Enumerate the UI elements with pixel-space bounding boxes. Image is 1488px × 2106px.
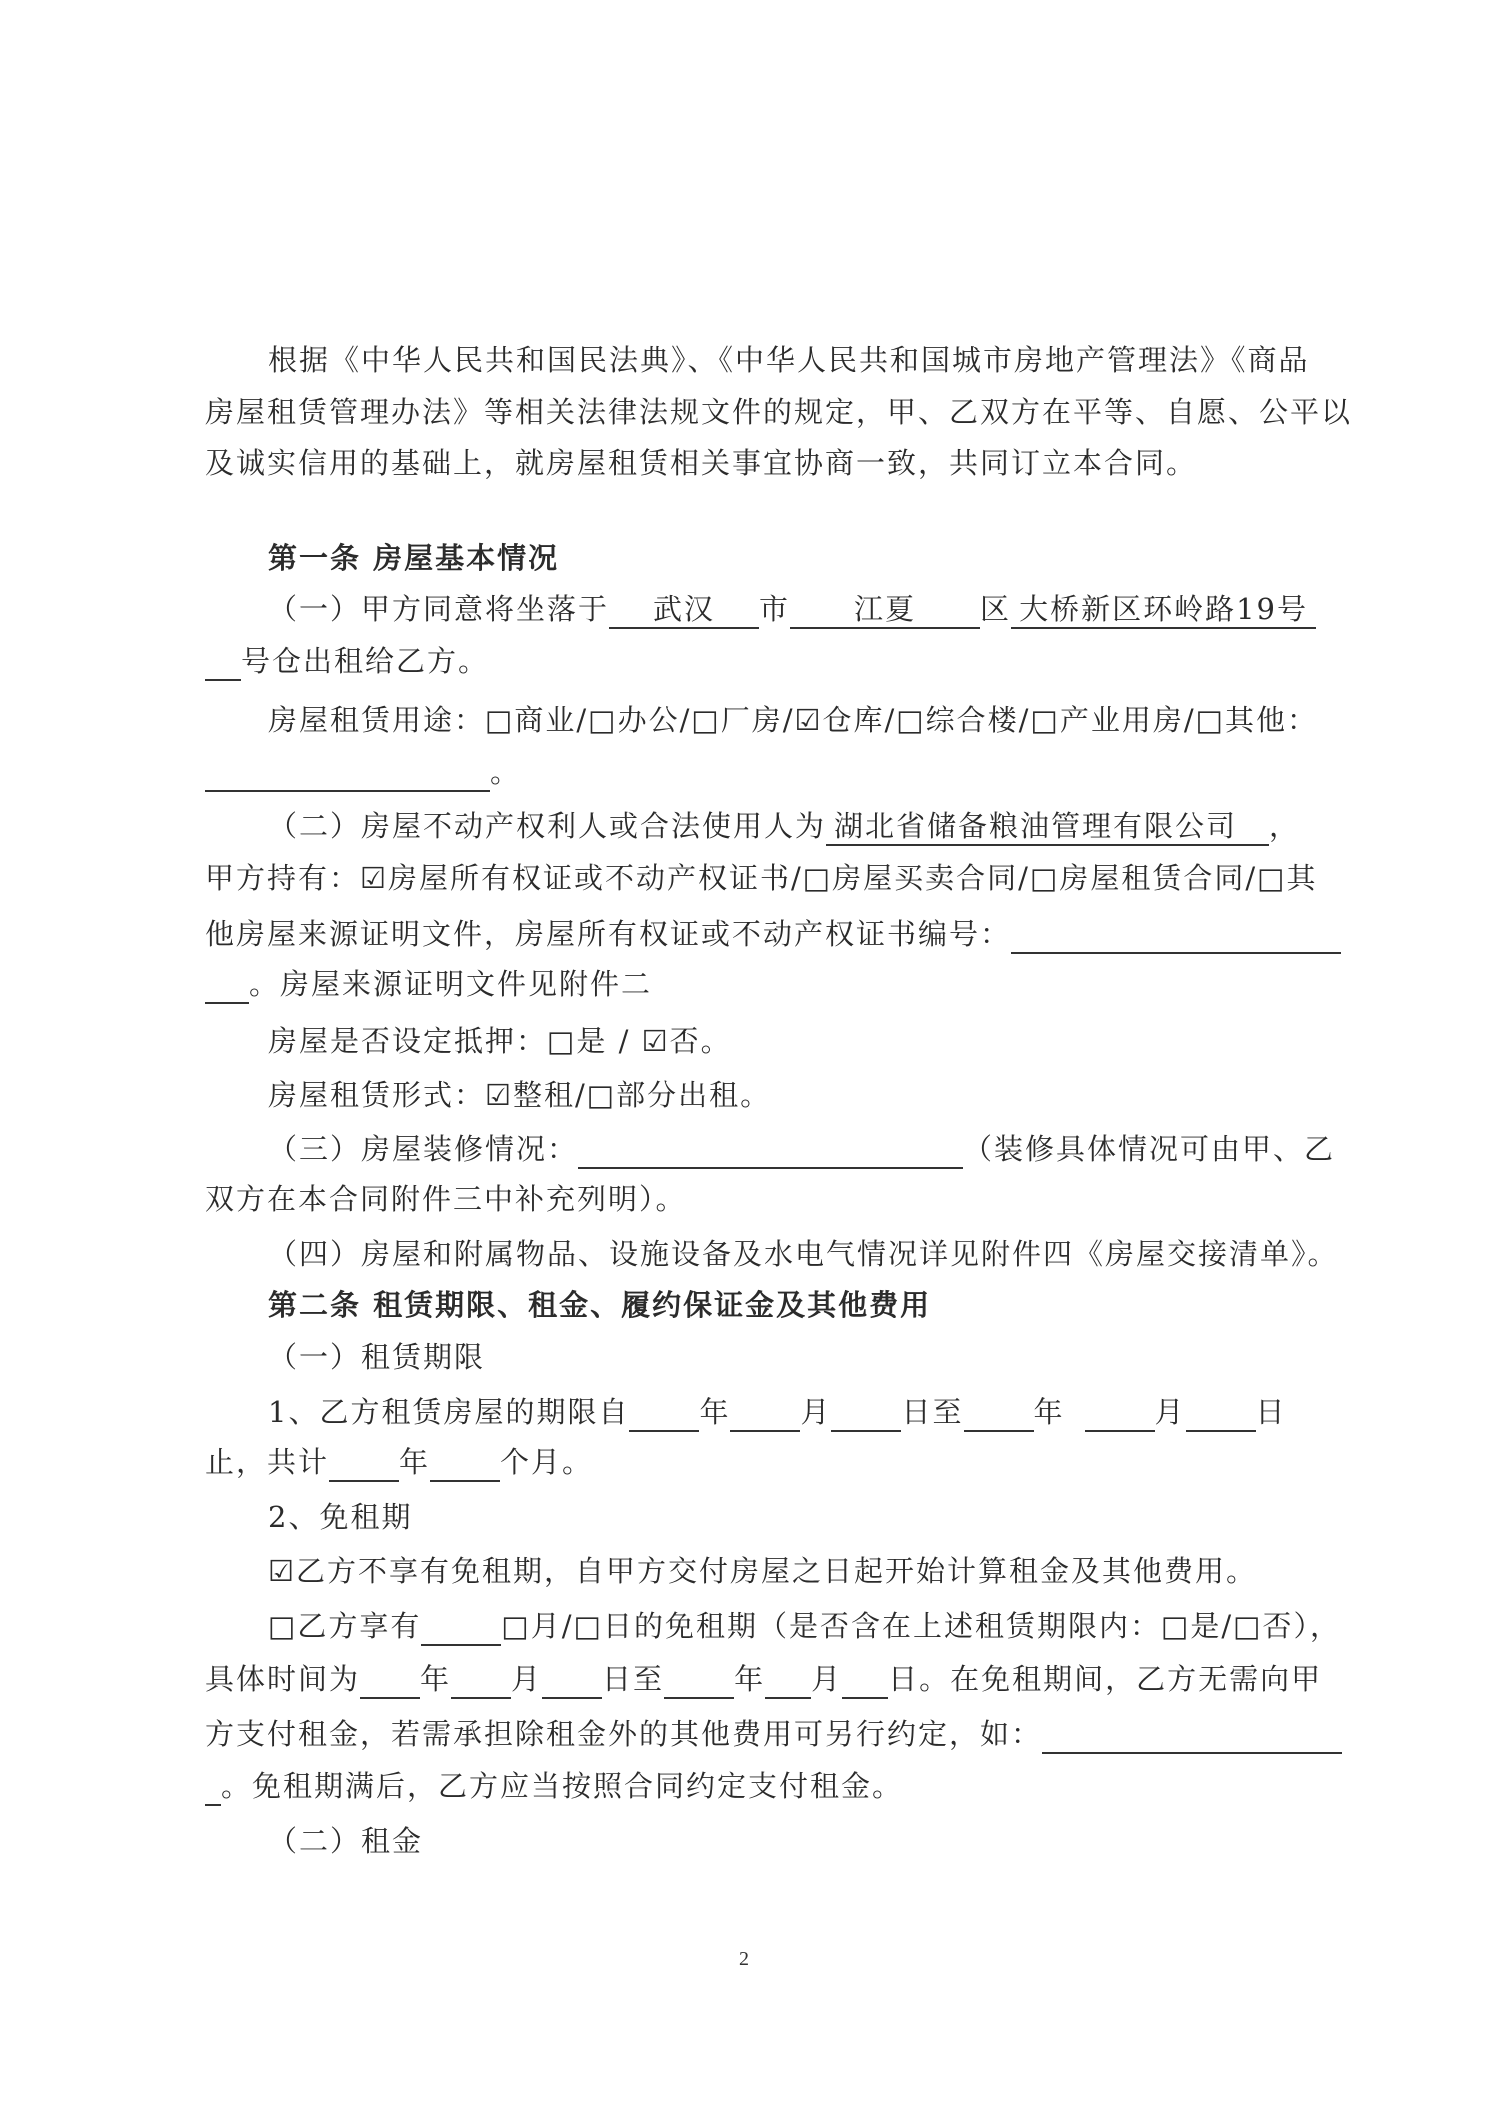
free-end-year-unit: 年	[734, 1662, 766, 1696]
free-start-month-unit: 月	[511, 1662, 543, 1696]
start-month-unit: 月	[800, 1395, 832, 1429]
other-use-blank	[205, 754, 490, 792]
option-2-prefix: □乙方享有	[268, 1609, 422, 1643]
clause-2-comma: ，	[1269, 809, 1301, 843]
article-1-clause-2-line-4	[205, 964, 1305, 1004]
start-month-field	[730, 1394, 800, 1432]
article-1-clause-2-line-3	[205, 914, 1305, 954]
article-1-clause-3-line-2: 双方在本合同附件三中补充列明）。	[205, 1182, 687, 1216]
other-fees-field-cont	[205, 1768, 221, 1806]
end-day-unit: 日	[1255, 1395, 1287, 1429]
district-unit: 区	[980, 592, 1012, 626]
rent-free-title: 2、免租期	[268, 1500, 413, 1534]
start-day-unit: 日至	[901, 1395, 964, 1429]
end-year-field	[964, 1394, 1034, 1432]
lease-term-subtitle: （一）租赁期限	[268, 1340, 486, 1374]
rent-free-option-2	[268, 1606, 1342, 1646]
city-unit: 市	[759, 592, 791, 626]
lease-form-line: 房屋租赁形式：☑整租/□部分出租。	[268, 1078, 772, 1112]
blank-underline	[205, 643, 241, 681]
total-months-field	[430, 1444, 500, 1482]
article-1-clause-1-cont	[205, 641, 1305, 681]
lease-use-end: 。	[490, 755, 522, 789]
city-field: 武汉	[609, 591, 759, 629]
period-suffix: 日。在免租期间，乙方无需向甲	[888, 1662, 1323, 1696]
article-1-clause-3	[268, 1129, 1336, 1169]
end-month-field	[1085, 1394, 1155, 1432]
total-years-unit: 年	[399, 1445, 431, 1479]
period-prefix: 具体时间为	[205, 1662, 361, 1696]
article-1-clause-4: （四）房屋和附属物品、设施设备及水电气情况详见附件四《房屋交接清单》。	[268, 1237, 1339, 1271]
clause-2-prefix: （二）房屋不动产权利人或合法使用人为	[268, 809, 827, 843]
district-field: 江夏	[790, 591, 980, 629]
article-1-clause-1	[268, 589, 1308, 629]
rent-free-period-line	[205, 1659, 1323, 1699]
certificate-number-field-cont	[205, 966, 249, 1004]
end-year-unit: 年	[1033, 1395, 1065, 1429]
article-1-clause-2	[268, 806, 1308, 846]
free-end-day-field	[842, 1661, 888, 1699]
article-1-clause-2-line-2: 甲方持有：☑房屋所有权证或不动产权证书/□房屋买卖合同/□房屋租赁合同/□其	[205, 861, 1318, 895]
end-day-field	[1186, 1394, 1256, 1432]
decoration-field	[578, 1131, 963, 1169]
clause-2-line-3-text: 他房屋来源证明文件，房屋所有权证或不动产权证书编号：	[205, 917, 1012, 951]
rent-free-option-1: ☑乙方不享有免租期，自甲方交付房屋之日起开始计算租金及其他费用。	[268, 1554, 1257, 1588]
term-total-prefix: 止，共计	[205, 1445, 330, 1479]
lease-term-line-2	[205, 1442, 1305, 1482]
free-end-month-unit: 月	[811, 1662, 843, 1696]
article-1-title: 第一条 房屋基本情况	[268, 541, 560, 575]
certificate-number-field	[1011, 916, 1341, 954]
owner-field: 湖北省储备粮油管理有限公司	[826, 808, 1269, 846]
preamble-line-2: 房屋租赁管理办法》等相关法律法规文件的规定，甲、乙双方在平等、自愿、公平以	[205, 395, 1353, 429]
end-month-unit: 月	[1154, 1395, 1186, 1429]
free-start-month-field	[451, 1661, 511, 1699]
preamble-line-3: 及诚实信用的基础上，就房屋租赁相关事宜协商一致，共同订立本合同。	[205, 446, 1198, 480]
clause-3-suffix: （装修具体情况可由甲、乙	[963, 1132, 1336, 1166]
rent-free-end-text: 。免租期满后，乙方应当按照合同约定支付租金。	[221, 1769, 904, 1803]
other-fees-field	[1042, 1716, 1342, 1754]
rent-subtitle: （二）租金	[268, 1824, 424, 1858]
free-start-day-unit: 日至	[602, 1662, 665, 1696]
clause-2-line-4-text: 。房屋来源证明文件见附件二	[249, 967, 653, 1001]
free-start-day-field	[542, 1661, 602, 1699]
option-2-suffix: □月/□日的免租期（是否含在上述租赁期限内：□是/□否），	[501, 1609, 1342, 1643]
free-start-year-field	[360, 1661, 420, 1699]
start-year-unit: 年	[699, 1395, 731, 1429]
page-number: 2	[739, 1948, 749, 1970]
lease-use-other-line	[205, 752, 1305, 792]
total-months-unit: 个月。	[500, 1445, 594, 1479]
rent-free-end-line	[205, 1766, 1305, 1806]
address-field: 大桥新区环岭路19号	[1011, 591, 1316, 629]
term-prefix: 1、乙方租赁房屋的期限自	[268, 1395, 630, 1429]
clause-1-cont: 号仓出租给乙方。	[241, 644, 490, 678]
clause-3-prefix: （三）房屋装修情况：	[268, 1132, 579, 1166]
rent-free-other-fees-line	[205, 1714, 1305, 1754]
other-fees-text: 方支付租金，若需承担除租金外的其他费用可另行约定，如：	[205, 1717, 1043, 1751]
article-2-title: 第二条 租赁期限、租金、履约保证金及其他费用	[268, 1288, 932, 1322]
free-end-month-field	[765, 1661, 811, 1699]
preamble-line-1: 根据《中华人民共和国民法典》、《中华人民共和国城市房地产管理法》《商品	[268, 343, 1310, 377]
start-day-field	[831, 1394, 901, 1432]
mortgage-line: 房屋是否设定抵押：□是 / ☑否。	[268, 1024, 732, 1058]
free-end-year-field	[664, 1661, 734, 1699]
total-years-field	[329, 1444, 399, 1482]
lease-use-line: 房屋租赁用途：□商业/□办公/□厂房/☑仓库/□综合楼/□产业用房/□其他：	[268, 703, 1319, 737]
clause-1-prefix: （一）甲方同意将坐落于	[268, 592, 610, 626]
start-year-field	[629, 1394, 699, 1432]
free-start-year-unit: 年	[420, 1662, 452, 1696]
lease-term-line-1	[268, 1392, 1308, 1432]
rent-free-length-field	[421, 1608, 501, 1646]
